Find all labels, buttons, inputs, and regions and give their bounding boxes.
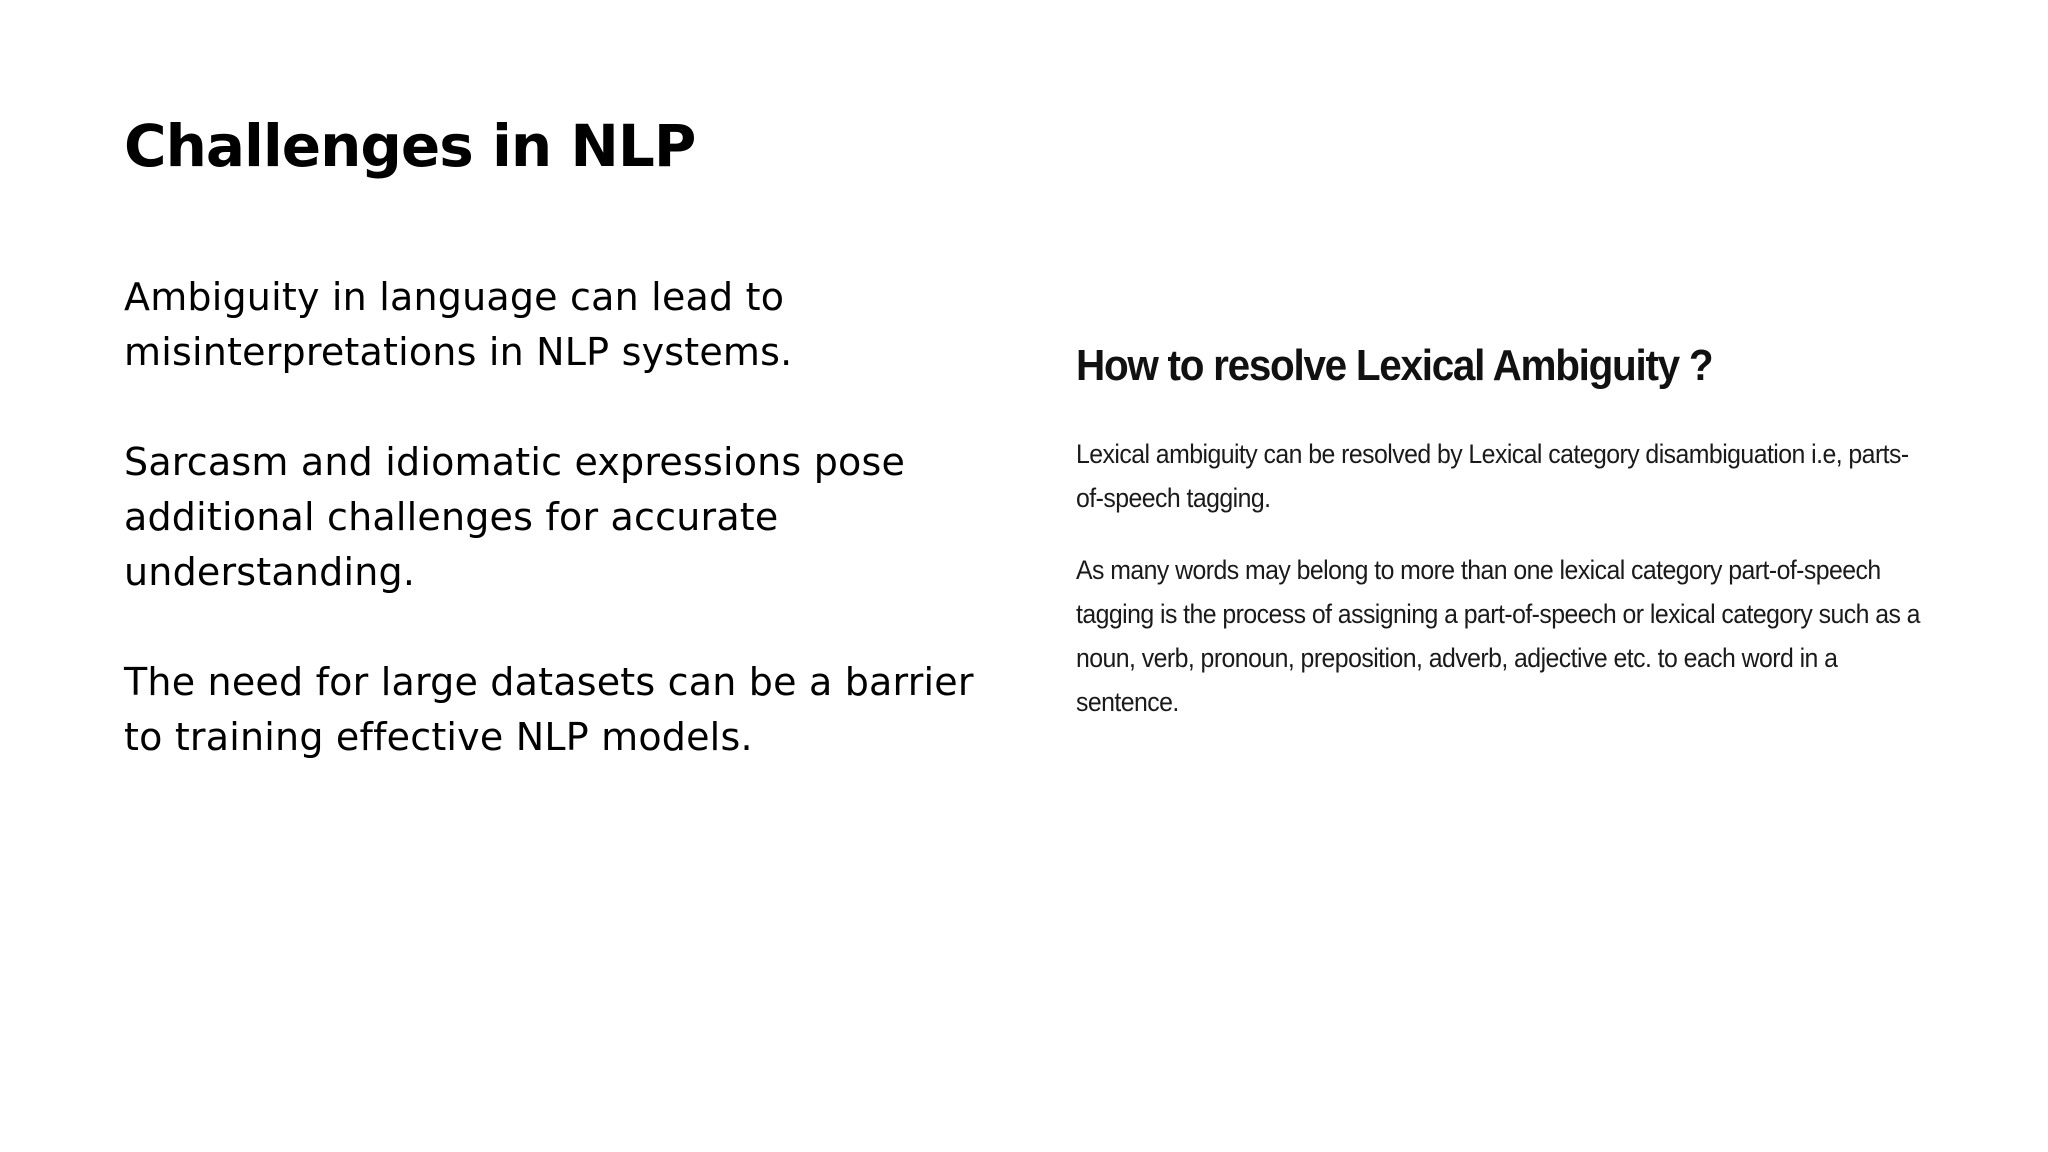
figure-paragraph: As many words may belong to more than one lexical category part-of-speech tagging is the process of assigning a part-of-speech or lexical category such as a noun, verb, pronoun, preposition, adverb, adjective etc. to each word in a sentence. (1076, 555, 1920, 717)
lexical-ambiguity-image (1068, 328, 1934, 728)
figure-paragraph: Lexical ambiguity can be resolved by Lexical category disambiguation i.e, parts-of-speech tagging. (1076, 439, 1909, 513)
bullet-item: The need for large datasets can be a barrier to training effective NLP models. (124, 660, 974, 759)
bullet-item: Ambiguity in language can lead to misinterpretations in NLP systems. (124, 275, 793, 374)
bullet-item: Sarcasm and idiomatic expressions pose additional challenges for accurate understanding. (124, 440, 906, 594)
slide-title: Challenges in NLP (124, 112, 696, 180)
figure-heading: How to resolve Lexical Ambiguity ? (1076, 341, 1713, 390)
bullet-list (124, 270, 1004, 765)
